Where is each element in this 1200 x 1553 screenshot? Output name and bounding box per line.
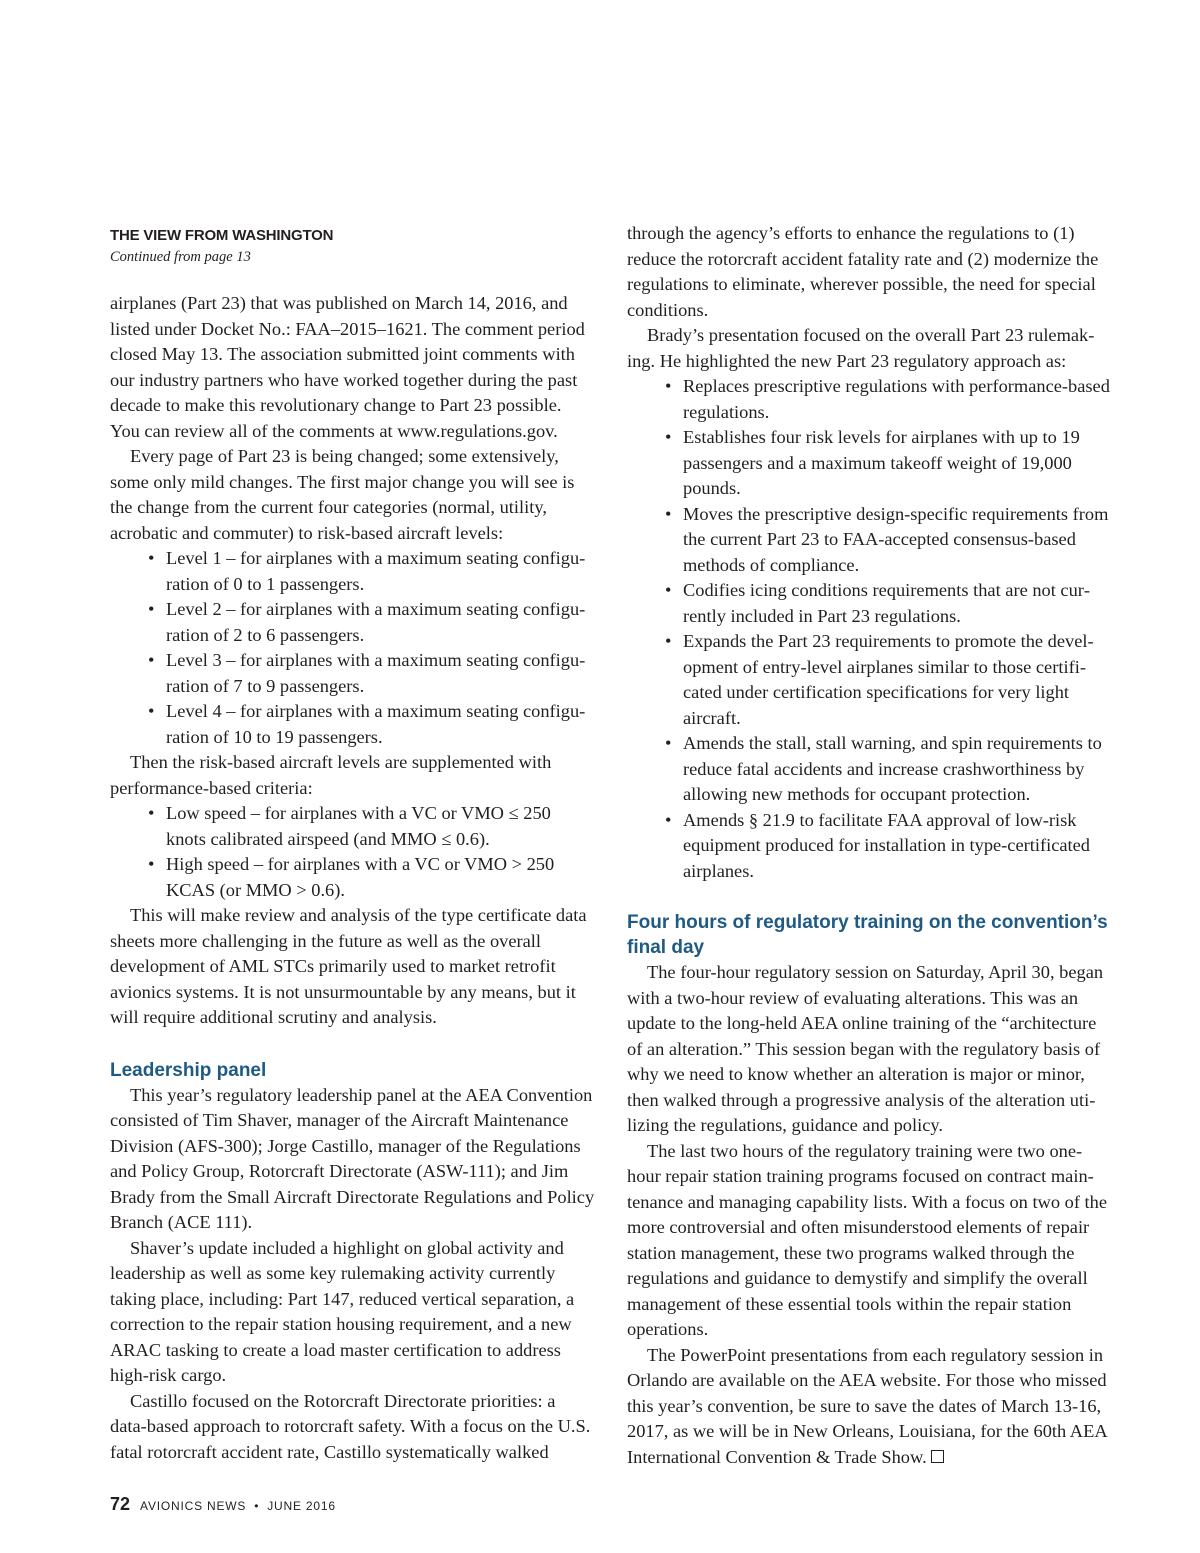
section-label: THE VIEW FROM WASHINGTON — [110, 227, 334, 244]
page-footer — [110, 1494, 336, 1515]
paragraph: This will make review and analysis of the type certificate data sheets more challenging in the future as well as the overall development of AML STCs primarily used to market retrofit avionics systems. It is not unsurmountable by any means, but it will require additional scrutiny and analysis. — [110, 905, 587, 1027]
list-item: • Level 2 – for airplanes with a maximum seating configuration of 2 to 6 passengers. — [148, 599, 586, 645]
list-item: • Level 4 – for airplanes with a maximum seating configuration of 10 to 19 passengers. — [148, 701, 586, 747]
list-item-text: Replaces prescriptive regulations with performance-based regulations. — [683, 376, 1110, 422]
page-number: 72 — [110, 1494, 131, 1514]
paragraph — [627, 1343, 1111, 1471]
paragraph: airplanes (Part 23) that was published on March 14, 2016, and listed under Docket No.: FAA–2015–1621. The comment period closed May 13. The association submitted joint comments with our industry partners who have worked together during the past decade to make this revolutionary change to Part 23 possible. You can review all of the comments at www.regulations.gov. — [110, 293, 585, 441]
list-item-text: High speed – for airplanes with a VC or VMO > 250 KCAS (or MMO > 0.6). — [166, 854, 555, 900]
paragraph: This year’s regulatory leadership panel at the AEA Convention consisted of Tim Shaver, manager of the Aircraft Maintenance Division (AFS-300); Jorge Castillo, manager of the Regulations and Policy Group, Rotorcraft Directorate (ASW-111); and Jim Brady from the Small Aircraft Directorate Regulations and Policy Branch (ACE 111). — [110, 1084, 595, 1232]
list-item-text: Level 3 – for airplanes with a maximum seating configuration of 7 to 9 passengers. — [166, 650, 586, 696]
list-item: • Codifies icing conditions requirements that are not currently included in Part 23 regulations. — [665, 580, 1091, 626]
speed-criteria-list — [110, 801, 595, 903]
list-item-text: Moves the prescriptive design-specific requirements from the current Part 23 to FAA-accepted consensus-based methods of compliance. — [683, 503, 1109, 575]
paragraph: The four-hour regulatory session on Saturday, April 30, began with a two-hour review of evaluating alterations. This was an update to the long-held AEA online training of the “architecture of an alteration.” This session began with the regulatory basis of why we need to know whether an alteration is major or minor, then walked through a progressive analysis of the alteration utilizing the regulations, guidance and policy. — [627, 962, 1104, 1135]
list-item: • Level 1 – for airplanes with a maximum seating configuration of 0 to 1 passengers. — [148, 548, 586, 594]
footer-separator: • — [254, 1499, 260, 1513]
list-item: • Amends § 21.9 to facilitate FAA approval of low-risk equipment produced for installation in type-certificated airplanes. — [665, 809, 1091, 881]
heading-leadership-panel: Leadership panel — [110, 1059, 267, 1081]
list-item-text: Low speed – for airplanes with a VC or VMO ≤ 250 knots calibrated airspeed (and MMO ≤ 0.6). — [166, 803, 551, 849]
paragraph: Castillo focused on the Rotorcraft Directorate priorities: a data-based approach to rotorcraft safety. With a focus on the U.S. fatal rotorcraft accident rate, Castillo systematically walked — [110, 1390, 591, 1462]
paragraph: Shaver’s update included a highlight on global activity and leadership as well as some key rulemaking activity currently taking place, including: Part 147, reduced vertical separation, a correction to the repair station housing requirement, and a new ARAC tasking to create a load master certification to address high-risk cargo. — [110, 1237, 575, 1385]
risk-level-list — [110, 546, 595, 750]
list-item-text: Expands the Part 23 requirements to promote the development of entry-level airplanes similar to those certificated under certification specifications for very light aircraft. — [683, 631, 1094, 728]
list-item: • Expands the Part 23 requirements to promote the development of entry-level airplanes similar to those certificated under certification specifications for very light aircraft. — [665, 631, 1094, 728]
list-item-text: Amends the stall, stall warning, and spin requirements to reduce fatal accidents and increase crashworthiness by allowing new methods for occupant protection. — [683, 733, 1102, 804]
list-item: • Amends the stall, stall warning, and spin requirements to reduce fatal accidents and increase crashworthiness by allowing new methods for occupant protection. — [665, 733, 1102, 804]
paragraph: Brady’s presentation focused on the overall Part 23 rulemaking. He highlighted the new Part 23 regulatory approach as: — [627, 325, 1095, 371]
list-item: • Establishes four risk levels for airplanes with up to 19 passengers and a maximum takeoff weight of 19,000 pounds. — [665, 427, 1080, 498]
continued-note: Continued from page 13 — [110, 249, 251, 265]
list-item-text: Establishes four risk levels for airplanes with up to 19 passengers and a maximum takeoff weight of 19,000 pounds. — [683, 427, 1080, 498]
end-mark-icon — [931, 1450, 944, 1463]
paragraph: through the agency’s efforts to enhance the regulations to (1) reduce the rotorcraft accident fatality rate and (2) modernize the regulations to eliminate, wherever possible, the need for special conditions. — [627, 223, 1099, 320]
heading-regulatory-training: Four hours of regulatory training on the convention’s final day — [627, 912, 1108, 958]
right-column — [627, 221, 1111, 1470]
issue-date: JUNE 2016 — [267, 1499, 336, 1513]
publication-name: AVIONICS NEWS — [140, 1499, 247, 1513]
list-item: • Replaces prescriptive regulations with performance-based regulations. — [665, 376, 1110, 422]
list-item: • Low speed – for airplanes with a VC or VMO ≤ 250 knots calibrated airspeed (and MMO ≤ 0.6). — [148, 803, 551, 849]
list-item-text: Level 4 – for airplanes with a maximum seating configuration of 10 to 19 passengers. — [166, 701, 586, 747]
paragraph: Every page of Part 23 is being changed; some extensively, some only mild changes. The first major change you will see is the change from the current four categories (normal, utility, acrobatic and commuter) to risk-based aircraft levels: — [110, 446, 575, 543]
list-item-text: Level 1 – for airplanes with a maximum seating configuration of 0 to 1 passengers. — [166, 548, 586, 594]
paragraph: The last two hours of the regulatory training were two one-hour repair station training programs focused on contract maintenance and managing capability lists. With a focus on two of the more controversial and often misunderstood elements of repair station management, these two programs walked through the regulations and guidance to demystify and simplify the overall management of these essential tools within the repair station operations. — [627, 1140, 1108, 1339]
list-item-text: Codifies icing conditions requirements that are not currently included in Part 23 regulations. — [683, 580, 1091, 626]
list-item: • High speed – for airplanes with a VC or VMO > 250 KCAS (or MMO > 0.6). — [148, 854, 555, 900]
list-item-text: Amends § 21.9 to facilitate FAA approval of low-risk equipment produced for installation in type-certificated airplanes. — [683, 809, 1091, 881]
paragraph-text: The PowerPoint presentations from each regulatory session in Orlando are available on the AEA website. For those who missed this year’s convention, be sure to save the dates of March 13-16, 2017, as we will be in New Orleans, Louisiana, for the 60th AEA International Convention & Trade Show. — [627, 1344, 1107, 1467]
paragraph: Then the risk-based aircraft levels are supplemented with performance-based criteria: — [110, 752, 552, 798]
left-column — [110, 221, 595, 1465]
list-item: • Moves the prescriptive design-specific requirements from the current Part 23 to FAA-accepted consensus-based methods of compliance. — [665, 503, 1109, 575]
list-item: • Level 3 – for airplanes with a maximum seating configuration of 7 to 9 passengers. — [148, 650, 586, 696]
list-item-text: Level 2 – for airplanes with a maximum seating configuration of 2 to 6 passengers. — [166, 599, 586, 645]
part23-approach-list — [627, 374, 1111, 884]
